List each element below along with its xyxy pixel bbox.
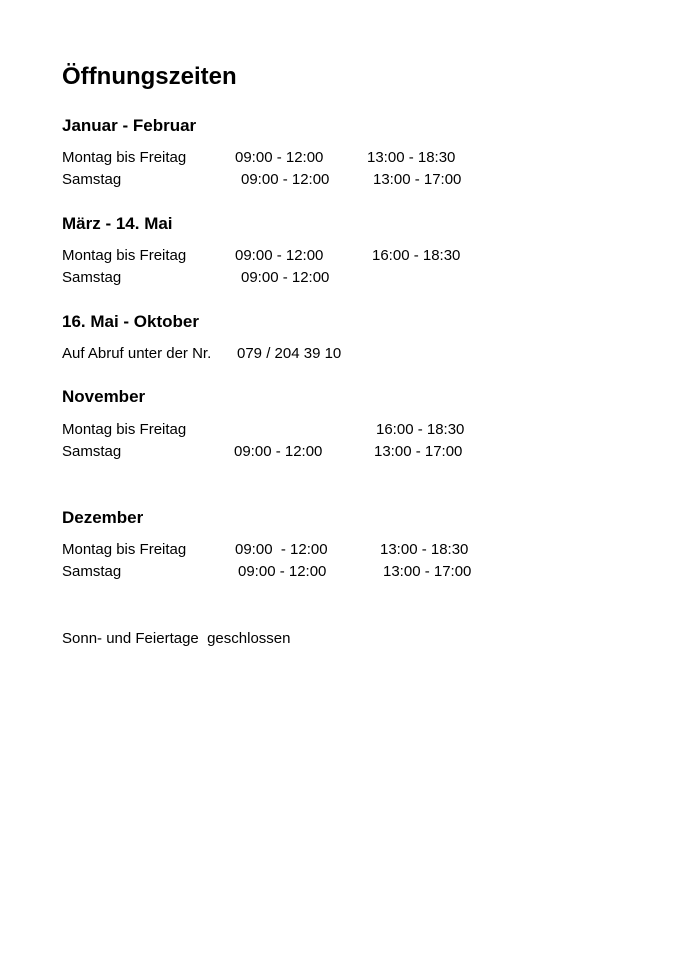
morning-hours: 09:00 - 12:00 [234,443,323,460]
day-label: Samstag [62,443,122,460]
afternoon-hours: 13:00 - 17:00 [383,563,472,580]
section-heading-november: November [62,387,146,406]
hours-row [0,562,681,582]
hours-row [0,268,681,288]
hours-row [0,246,681,266]
section-heading-maerz-mai: März - 14. Mai [62,214,173,233]
section-heading-mai-oktober: 16. Mai - Oktober [62,312,199,331]
day-label: Montag bis Freitag [62,247,187,264]
hours-row [0,420,681,440]
day-label: Montag bis Freitag [62,421,187,438]
hours-row [0,540,681,560]
on-call-row [0,344,681,364]
morning-hours: 09:00 - 12:00 [241,269,330,286]
day-label: Samstag [62,171,122,188]
hours-row [0,170,681,190]
afternoon-hours: 13:00 - 17:00 [374,443,463,460]
afternoon-hours: 13:00 - 17:00 [373,171,462,188]
section-heading-dezember: Dezember [62,508,144,527]
afternoon-hours: 16:00 - 18:30 [376,421,465,438]
day-label: Montag bis Freitag [62,541,187,558]
section-heading-januar-februar: Januar - Februar [62,116,197,135]
morning-hours: 09:00 - 12:00 [238,563,327,580]
day-label: Montag bis Freitag [62,149,187,166]
page-title: Öffnungszeiten [62,63,237,90]
morning-hours: 09:00 - 12:00 [235,541,328,558]
phone-number: 079 / 204 39 10 [237,345,342,362]
day-label: Samstag [62,563,122,580]
morning-hours: 09:00 - 12:00 [235,247,324,264]
day-label: Samstag [62,269,122,286]
morning-hours: 09:00 - 12:00 [241,171,330,188]
closed-days-note: Sonn- und Feiertage geschlossen [62,630,291,647]
afternoon-hours: 13:00 - 18:30 [367,149,456,166]
hours-row [0,442,681,462]
afternoon-hours: 13:00 - 18:30 [380,541,469,558]
on-call-label: Auf Abruf unter der Nr. [62,345,212,362]
hours-row [0,148,681,168]
morning-hours: 09:00 - 12:00 [235,149,324,166]
afternoon-hours: 16:00 - 18:30 [372,247,461,264]
